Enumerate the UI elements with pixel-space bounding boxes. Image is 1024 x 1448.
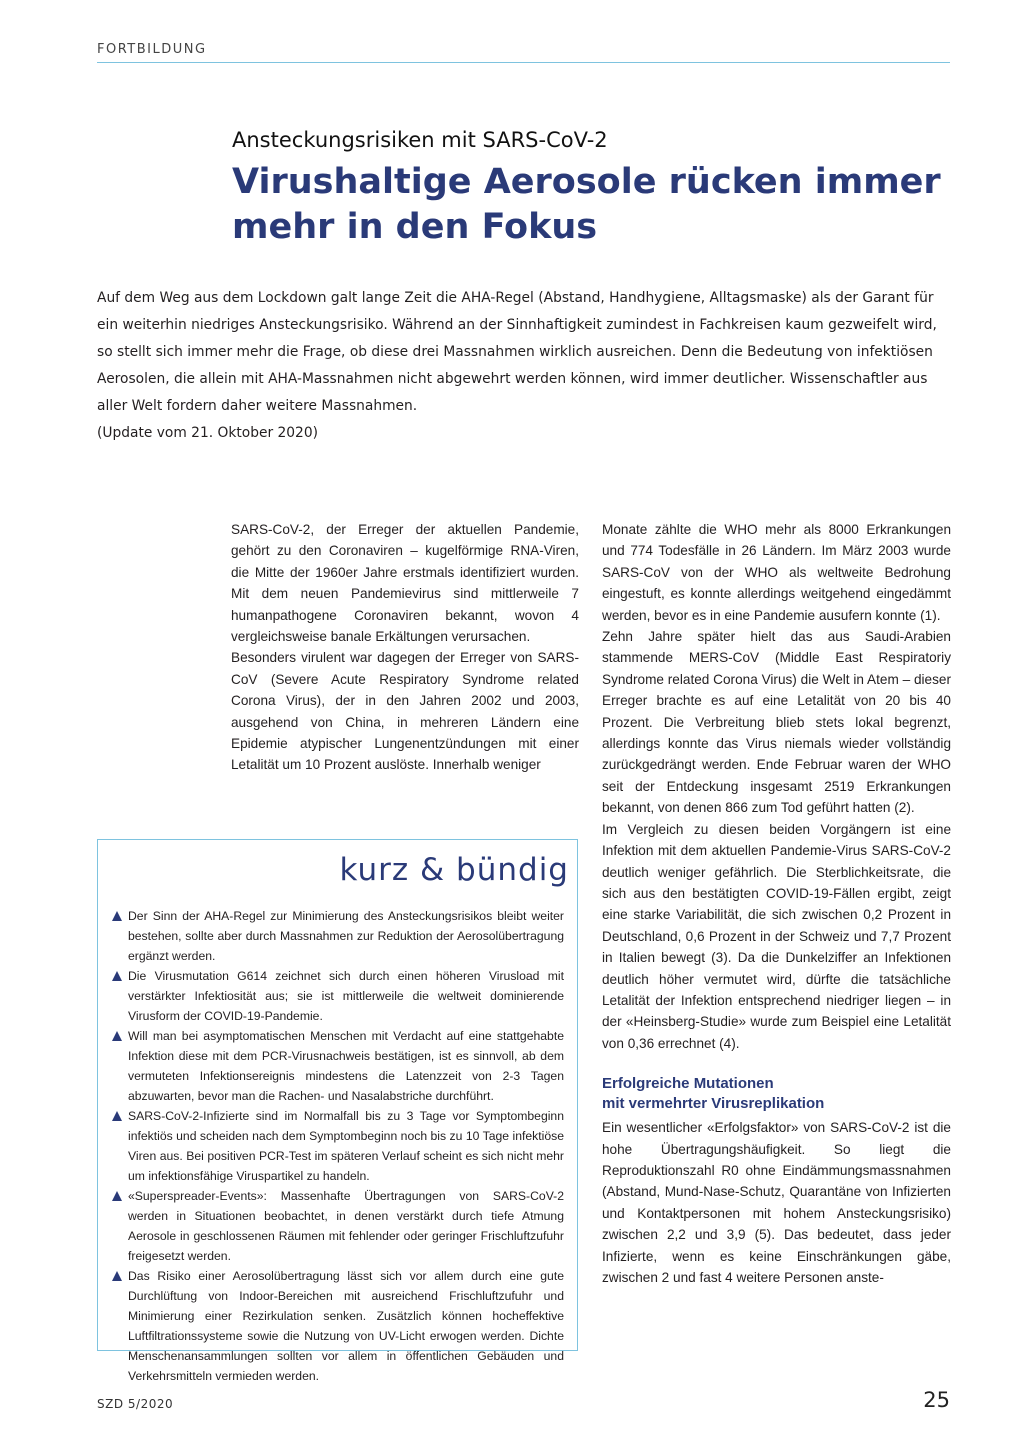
article-lead xyxy=(97,285,952,447)
summary-item xyxy=(112,1106,564,1186)
summary-item xyxy=(112,966,564,1026)
triangle-bullet-icon xyxy=(112,1271,122,1281)
body-paragraph: Im Vergleich zu diesen beiden Vorgängern ist eine Infektion mit dem aktuellen Pandemie-Virus SARS-CoV-2 deutlich weniger gefährlich. Die Sterblichkeitsrate, die sich aus den bestätigten COVID-19-Fällen ergibt, zeigt eine starke Variabilität, die sich zwischen 0,2 Prozent in Deutschland, 0,6 Prozent in der Schweiz und 7,7 Prozent in Italien bewegt (3). Da die Dunkelziffer an Infektionen deutlich höher vermutet wird, dürfte die tatsächliche Letalität der Infektion entsprechend niedriger liegen – in der «Heinsberg-Studie» wurde zum Beispiel eine Letalität von 0,36 errechnet (4). xyxy=(602,821,951,1051)
page-number: 25 xyxy=(923,1388,950,1412)
section-label: FORTBILDUNG xyxy=(97,42,207,57)
triangle-bullet-icon xyxy=(112,971,122,981)
triangle-bullet-icon xyxy=(112,1111,122,1121)
update-note: (Update vom 21. Oktober 2020) xyxy=(97,425,318,441)
subheading-line: Erfolgreiche Mutationen xyxy=(602,1075,774,1093)
summary-item xyxy=(112,1186,564,1266)
triangle-bullet-icon xyxy=(112,1191,122,1201)
summary-item xyxy=(112,1266,564,1386)
header-rule xyxy=(97,62,950,63)
summary-item xyxy=(112,1026,564,1106)
body-column-1 xyxy=(231,519,579,776)
summary-box xyxy=(97,839,578,1383)
triangle-bullet-icon xyxy=(112,1031,122,1041)
summary-item-text: Will man bei asymptomatischen Menschen mit Verdacht auf eine stattgehabte Infektion diese mit dem PCR-Virusnachweis bestätigen, ist es sinnvoll, ab dem vermuteten Infektionsereignis mindestens die Latenzzeit von 2-3 Tagen abzuwarten, bevor man die Rachen- und Nasalabstriche durchführt. xyxy=(128,1029,564,1103)
body-column-2 xyxy=(602,519,951,1288)
summary-box-title: kurz & bündig xyxy=(339,852,569,888)
triangle-bullet-icon xyxy=(112,911,122,921)
body-paragraph: Zehn Jahre später hielt das aus Saudi-Arabien stammende MERS-CoV (Middle East Respiratoriy Syndrome related Corona Virus) die Welt in Atem – dieser Erreger brachte es auf eine Letalität von 20 bis 40 Prozent. Die Verbreitung blieb stets lokal begrenzt, allerdings konnte das Virus niemals wieder vollständig zurückgedrängt werden. Ende Februar waren der WHO seit der Entdeckung insgesamt 2519 Erkrankungen bekannt, von denen 866 zum Tod geführt hatten (2). xyxy=(602,629,951,816)
body-paragraph: Ein wesentlicher «Erfolgsfaktor» von SARS-CoV-2 ist die hohe Übertragungshäufigkeit. So liegt die Reproduktionszahl R0 ohne Eindämmungsmassnahmen (Abstand, Mund-Nase-Schutz, Quarantäne von Infizierten und Kontaktpersonen mit hohem Ansteckungsrisiko) zwischen 2,2 und 3,9 (5). Das bedeutet, dass jeder Infizierte, wenn es keine Einschränkungen gäbe, zwischen 2 und fast 4 weitere Personen anste- xyxy=(602,1120,951,1285)
body-paragraph: Monate zählte die WHO mehr als 8000 Erkrankungen und 774 Todesfälle in 26 Ländern. Im März 2003 wurde SARS-CoV von der WHO als weltweite Bedrohung eingestuft, es konnte allerdings weitgehend eingedämmt werden, bevor es in eine Pandemie ausufern konnte (1). xyxy=(602,522,951,623)
summary-item-text: SARS-CoV-2-Infizierte sind im Normalfall bis zu 3 Tage vor Symptombeginn infektiös und scheiden nach dem Symptombeginn noch bis zu 10 Tage infektiöse Viren aus. Bei positiven PCR-Test im späteren Verlauf scheint es sich nicht mehr um infektionsfähige Viruspartikel zu handeln. xyxy=(128,1109,564,1183)
body-paragraph: SARS-CoV-2, der Erreger der aktuellen Pandemie, gehört zu den Coronaviren – kugelförmige RNA-Viren, die Mitte der 1960er Jahre erstmals identifiziert wurden. Mit dem neuen Pandemievirus sind mittlerweile 7 humanpathogene Coronaviren bekannt, wovon 4 vergleichsweise banale Erkältungen verursachen. xyxy=(231,522,579,645)
journal-issue: SZD 5/2020 xyxy=(97,1397,174,1411)
summary-item-text: Der Sinn der AHA-Regel zur Minimierung des Ansteckungsrisikos bleibt weiter bestehen, sollte aber durch Massnahmen zur Reduktion der Aerosolübertragung ergänzt werden. xyxy=(128,909,564,963)
section-subheading xyxy=(602,1074,951,1114)
summary-list xyxy=(112,906,564,1386)
summary-item-text: Das Risiko einer Aerosolübertragung lässt sich vor allem durch eine gute Durchlüftung von Indoor-Bereichen mit ausreichend Frischluftzufuhr und Minimierung einer Rezirkulation senken. Zusätzlich können hocheffektive Luftfiltrationssysteme sowie die Nutzung von UV-Licht erwogen werden. Dichte Menschenansammlungen sollten vor allem in öffentlichen Gebäuden und Verkehrsmitteln vermieden werden. xyxy=(128,1269,564,1383)
body-paragraph: Besonders virulent war dagegen der Erreger von SARS-CoV (Severe Acute Respiratory Syndrome related Corona Virus), der in den Jahren 2002 und 2003, ausgehend von China, in mehreren Ländern eine Epidemie atypischer Lungenentzündungen mit einer Letalität um 10 Prozent auslöste. Innerhalb weniger xyxy=(231,650,579,773)
lead-text: Auf dem Weg aus dem Lockdown galt lange Zeit die AHA-Regel (Abstand, Handhygiene, Alltagsmaske) als der Garant für ein weiterhin niedriges Ansteckungsrisiko. Während an der Sinnhaftigkeit zumindest in Fachkreisen kaum gezweifelt wird, so stellt sich immer mehr die Frage, ob diese drei Massnahmen wirklich ausreichen. Denn die Bedeutung von infektiösen Aerosolen, die allein mit AHA-Massnahmen nicht abgewehrt werden können, wird immer deutlicher. Wissenschaftler aus aller Welt fordern daher weitere Massnahmen. xyxy=(97,290,937,414)
summary-item-text: Die Virusmutation G614 zeichnet sich durch einen höheren Virusload mit verstärkter Infektiosität aus; sie ist mittlerweile die weltweit dominierende Virusform der COVID-19-Pandemie. xyxy=(128,969,564,1023)
article-headline: Virushaltige Aerosole rücken immer mehr in den Fokus xyxy=(232,162,941,247)
article-kicker: Ansteckungsrisiken mit SARS-CoV-2 xyxy=(232,128,608,152)
summary-item xyxy=(112,906,564,966)
subheading-line: mit vermehrter Virusreplikation xyxy=(602,1095,825,1113)
summary-item-text: «Superspreader-Events»: Massenhafte Übertragungen von SARS-CoV-2 werden in Situationen beobachtet, in denen verstärkt durch tiefe Atmung Aerosole in geschlossenen Räumen mit fehlender oder geringer Frischluftzufuhr freigesetzt werden. xyxy=(128,1189,564,1263)
